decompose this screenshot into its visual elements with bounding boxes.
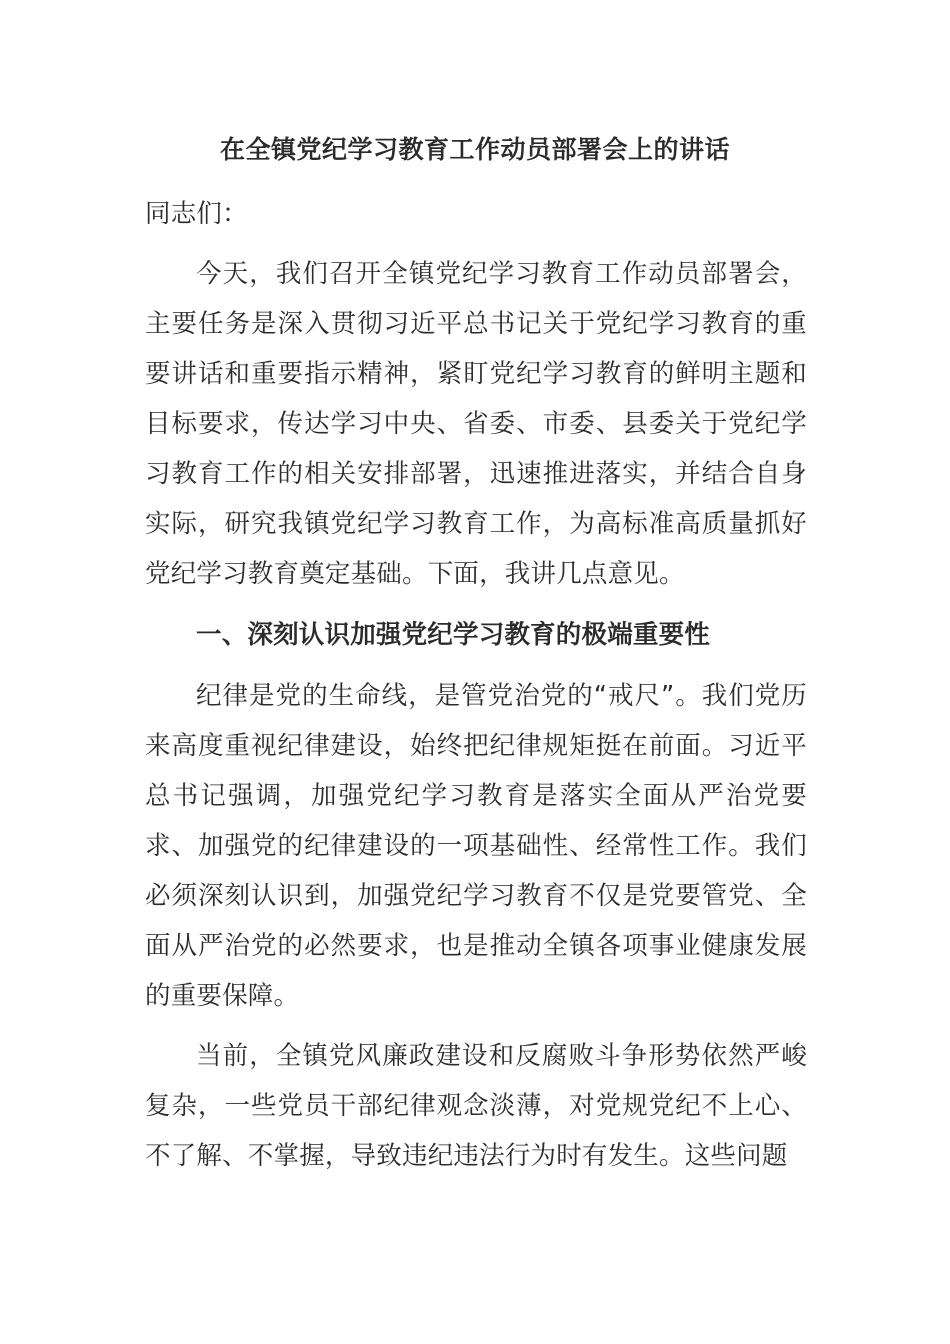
paragraph-current-situation: 当前，全镇党风廉政建设和反腐败斗争形势依然严峻复杂，一些党员干部纪律观念淡薄，对党规党纪不上心、不了解、不掌握，导致违纪违法行为时有发生。这些问题 — [145, 1041, 807, 1171]
paragraph-discipline: 纪律是党的生命线，是管党治党的“戒尺”。我们党历来高度重视纪律建设，始终把纪律规矩挺在前面。习近平总书记强调，加强党纪学习教育是落实全面从严治党要求、加强党的纪律建设的一项基础性、经常性工作。我们必须深刻认识到，加强党纪学习教育不仅是党要管党、全面从严治党的必然要求，也是推动全镇各项事业健康发展的重要保障。 — [145, 681, 807, 1011]
paragraph-intro: 今天，我们召开全镇党纪学习教育工作动员部署会，主要任务是深入贯彻习近平总书记关于党纪学习教育的重要讲话和重要指示精神，紧盯党纪学习教育的鲜明主题和目标要求，传达学习中央、省委、市委、县委关于党纪学习教育工作的相关安排部署，迅速推进落实，并结合自身实际，研究我镇党纪学习教育工作，为高标准高质量抓好党纪学习教育奠定基础。下面，我讲几点意见。 — [145, 259, 807, 589]
document-title: 在全镇党纪学习教育工作动员部署会上的讲话 — [219, 135, 730, 164]
section-heading: 一、深刻认识加强党纪学习教育的极端重要性 — [196, 620, 711, 650]
salutation: 同志们： — [145, 199, 248, 229]
